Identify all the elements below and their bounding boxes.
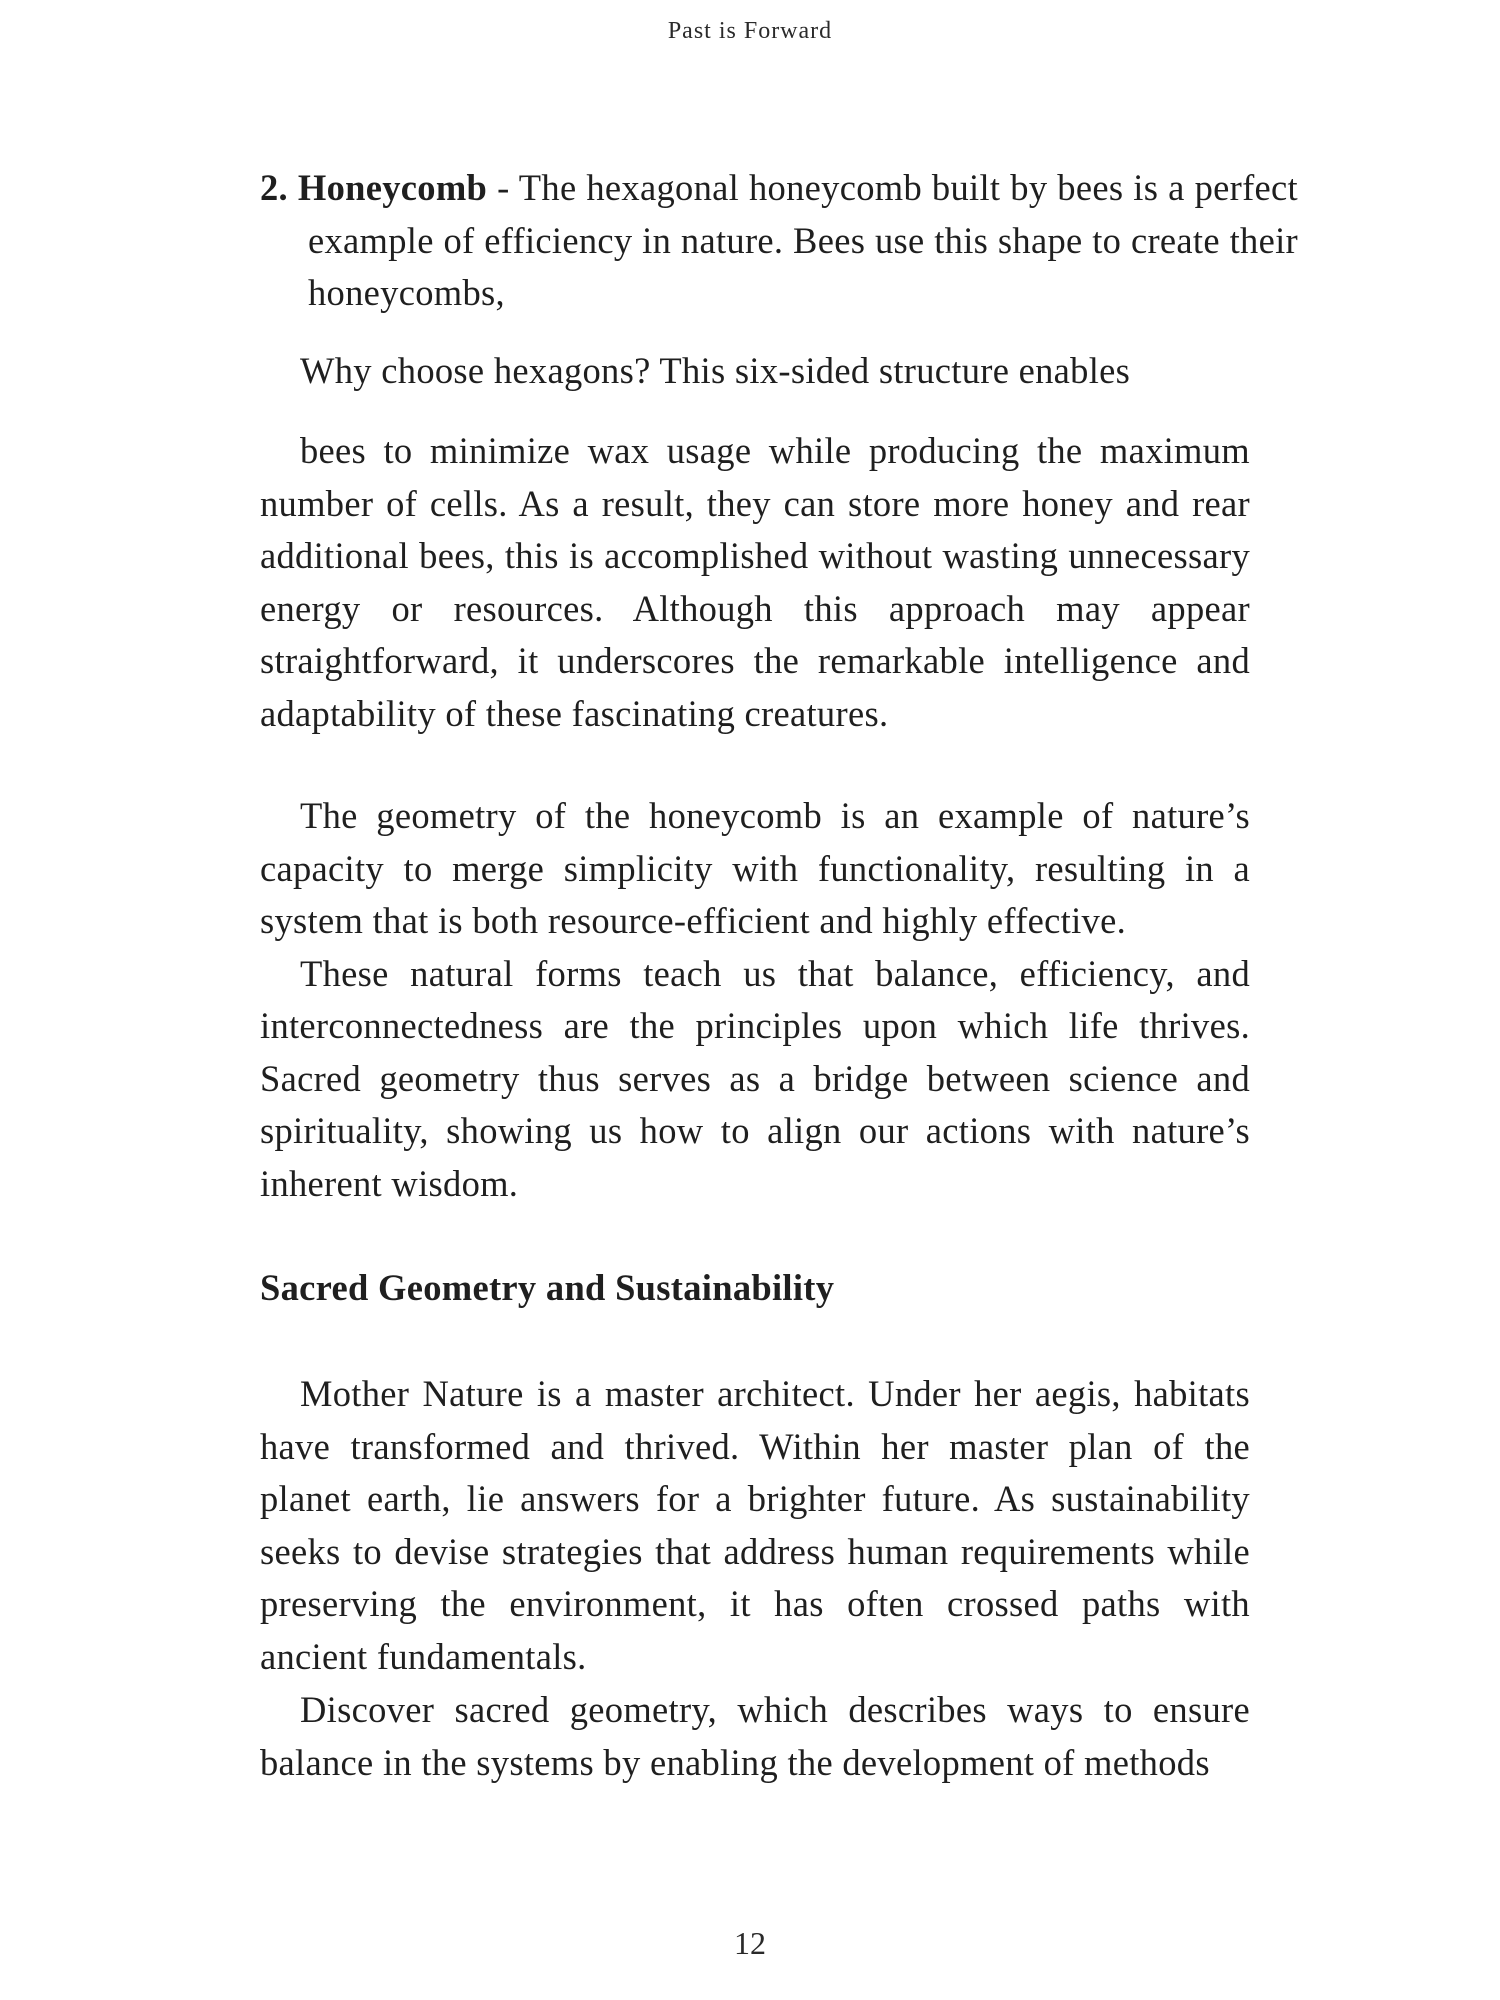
paragraph-bees: bees to minimize wax usage while producing the maximum number of cells. As a result, they can store more honey and rear additional bees, this is accomplished without wasting unnecessary energy or resources. Although this approach may appear straightforward, it underscores the remarkable intelligence and adaptability of these fascinating creatures. — [260, 430, 1250, 734]
list-item-text: - The hexagonal honeycomb built by bees is a perfect example of efficiency in nature. Bees use this shape to create their honeycombs, — [308, 167, 1298, 313]
list-item-honeycomb — [260, 162, 1298, 320]
list-item-lead: 2. Honeycomb — [260, 167, 488, 208]
paragraph-mother-nature: Mother Nature is a master architect. Under her aegis, habitats have transformed and thrived. Within her master plan of the planet earth, lie answers for a brighter future. As sustainability seeks to devise strategies that address human requirements while preserving the environment, it has often crossed paths with ancient fundamentals. — [260, 1373, 1250, 1677]
page-number: 12 — [734, 1925, 766, 1961]
running-head: Past is Forward — [667, 18, 833, 44]
paragraph-geometry: The geometry of the honeycomb is an example of nature’s capacity to merge simplicity with functionality, resulting in a system that is both resource-efficient and highly effective. — [260, 795, 1250, 941]
paragraph-natural-forms: These natural forms teach us that balance, efficiency, and interconnectedness are the principles upon which life thrives. Sacred geometry thus serves as a bridge between science and spirituality, showing us how to align our actions with nature’s inherent wisdom. — [260, 952, 1250, 1204]
paragraph-discover: Discover sacred geometry, which describes ways to ensure balance in the systems by enabling the development of methods — [260, 1689, 1250, 1783]
paragraph-why-hexagons: Why choose hexagons? This six-sided structure enables — [300, 350, 1131, 391]
section-heading: Sacred Geometry and Sustainability — [260, 1267, 835, 1308]
paragraph-group-geometry — [260, 790, 1250, 1210]
